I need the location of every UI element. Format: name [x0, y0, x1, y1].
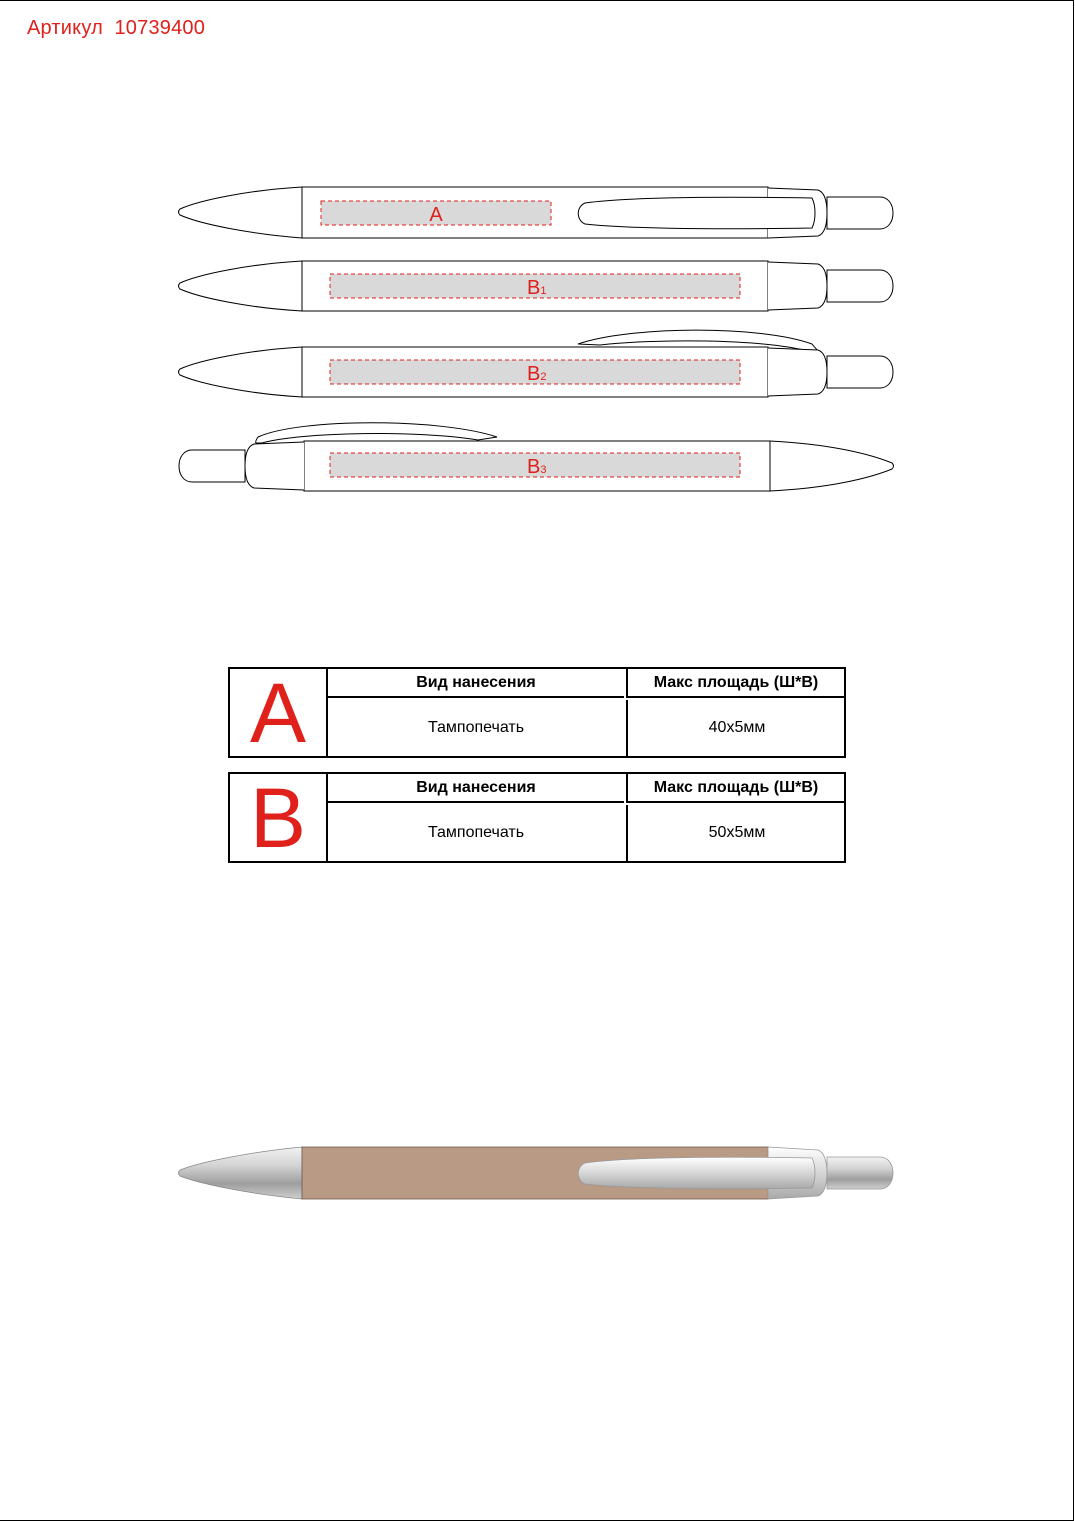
cell-max-area: 50x5мм	[626, 805, 846, 861]
header-application-method: Вид нанесения	[328, 774, 624, 803]
cell-max-area: 40x5мм	[626, 700, 846, 756]
header-max-area: Макс площадь (Ш*В)	[626, 669, 844, 698]
print-spec-table-a	[228, 667, 846, 758]
print-spec-table-b	[228, 772, 846, 863]
article-number: Артикул 10739400	[27, 17, 206, 39]
zone-label-a: A	[429, 204, 443, 226]
cell-application-method: Тампопечать	[427, 719, 525, 736]
cell-application-method: Тампопечать	[427, 824, 525, 841]
table-zone-letter: A	[230, 669, 328, 756]
zone-label-b2-sub: 2	[540, 371, 547, 383]
table-zone-letter: B	[230, 774, 328, 861]
zone-label-b1-sub: 1	[540, 285, 547, 297]
header-max-area: Макс площадь (Ш*В)	[626, 774, 844, 803]
zone-label-b3-sub: 3	[540, 464, 547, 476]
pen-product-illustration	[179, 1147, 894, 1199]
header-application-method: Вид нанесения	[328, 669, 624, 698]
zone-label-b2-main: B	[527, 363, 541, 385]
zone-label-b3-main: B	[527, 456, 541, 478]
zone-label-b1-main: B	[527, 277, 541, 299]
